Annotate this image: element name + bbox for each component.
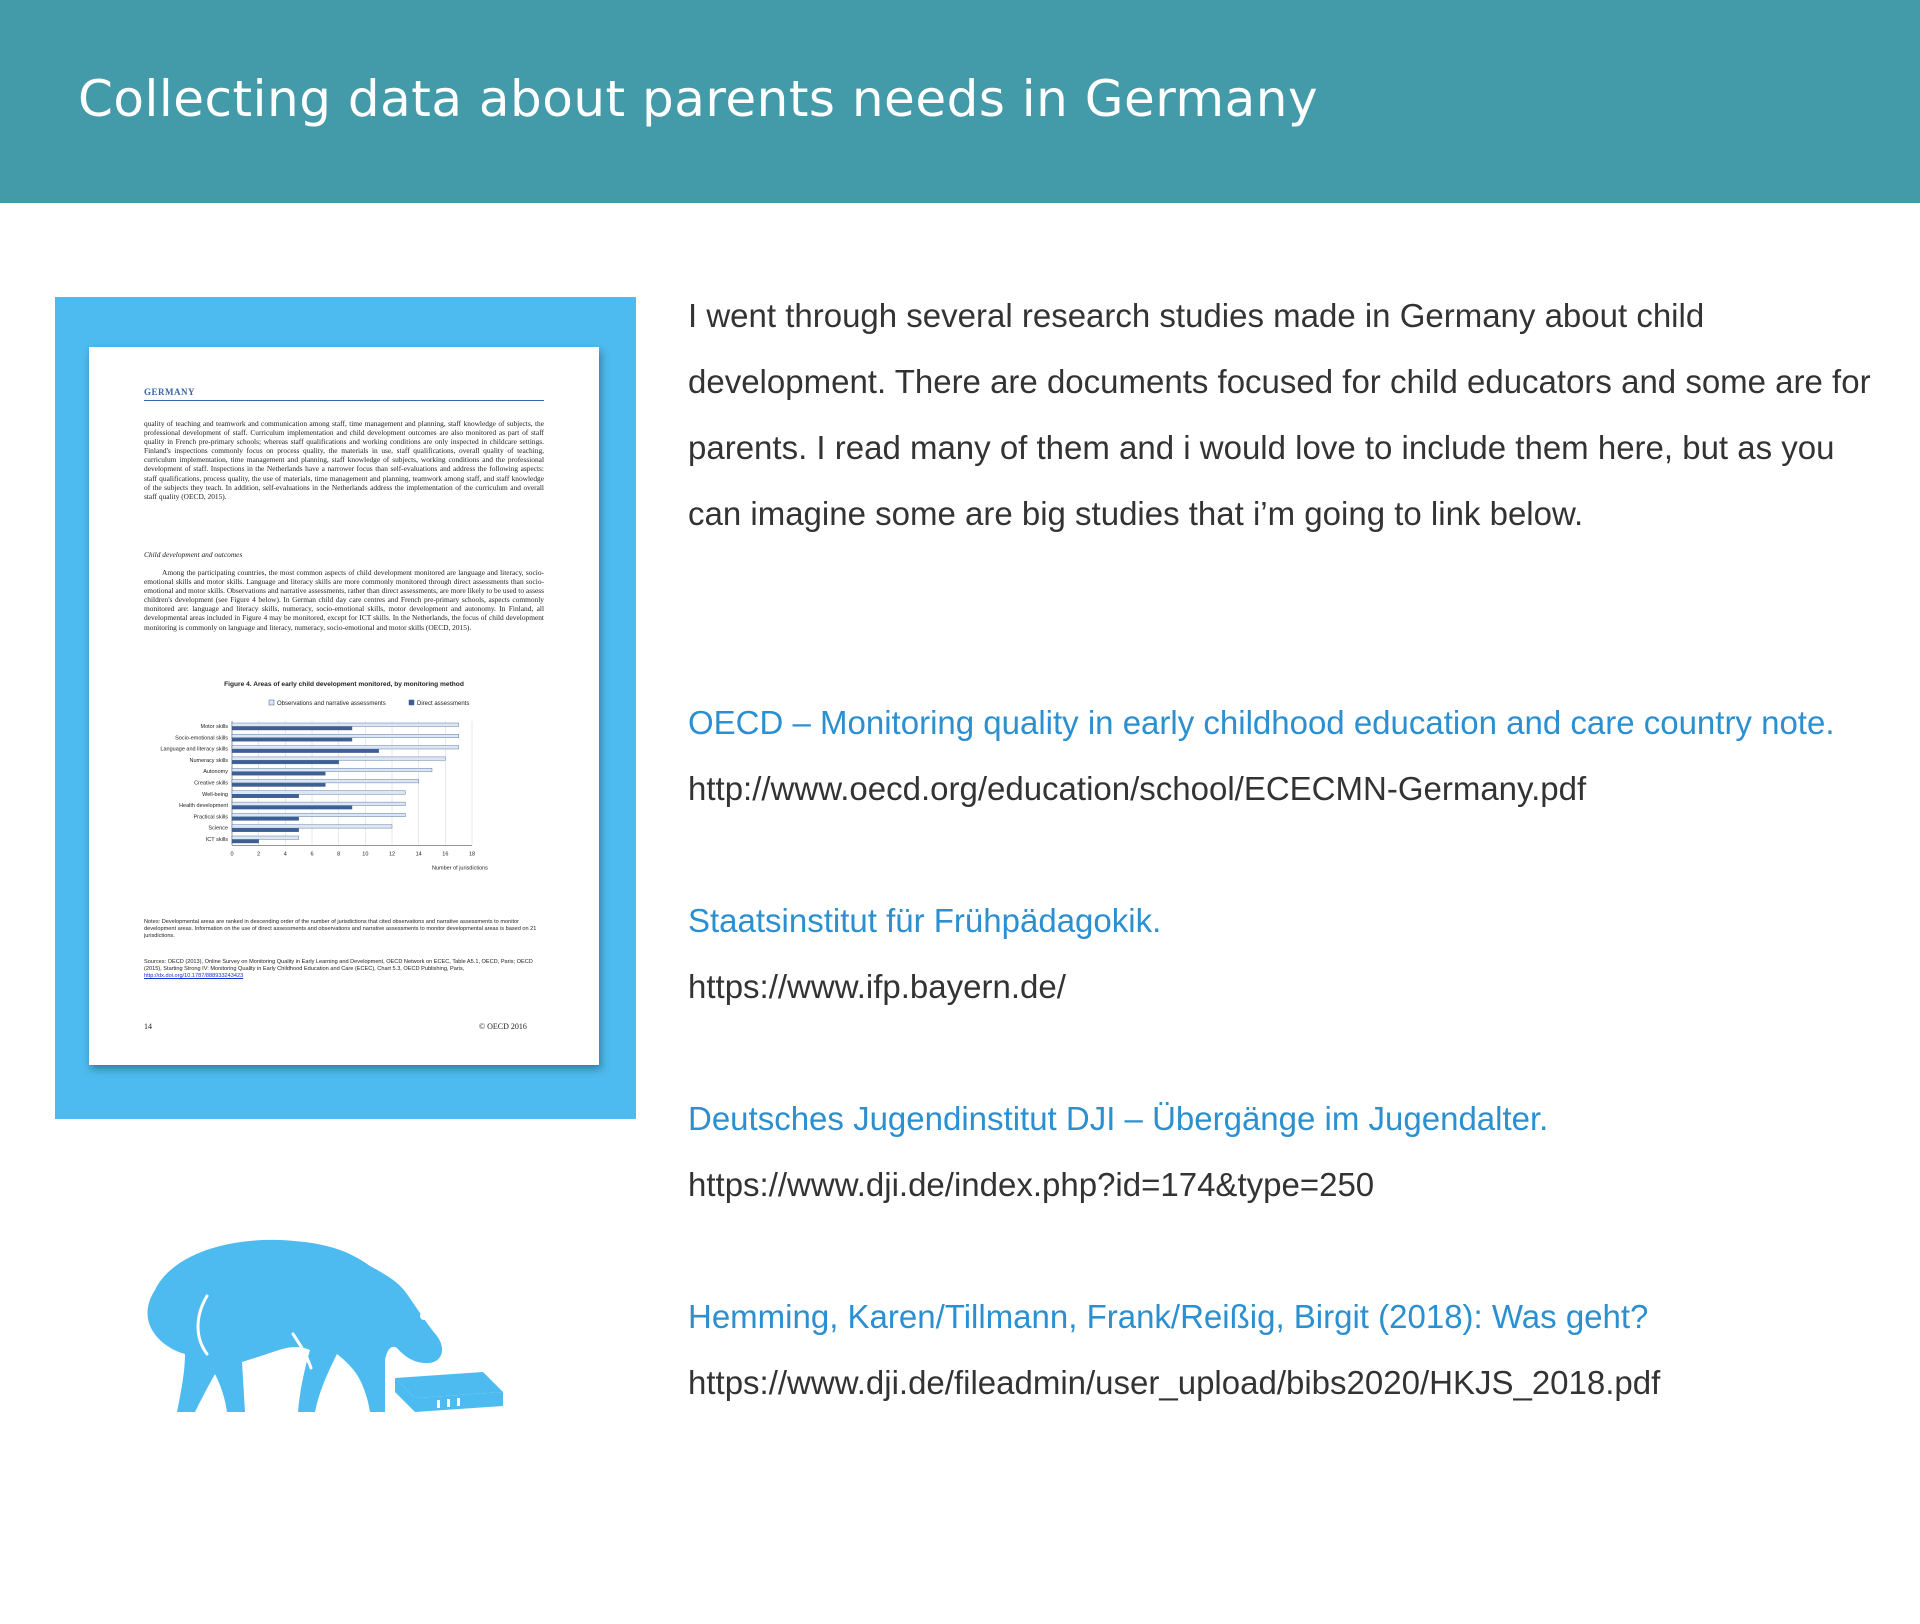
bar-1-5 bbox=[232, 783, 325, 786]
sources-link[interactable]: http://dx.doi.org/10.1787/888933243423 bbox=[144, 973, 244, 979]
figure-sources bbox=[144, 959, 544, 980]
bar-0-8 bbox=[232, 813, 405, 816]
document-preview-frame bbox=[55, 297, 636, 1119]
bar-1-1 bbox=[232, 738, 352, 741]
category-label-4: Autonomy bbox=[203, 769, 228, 776]
bar-0-3 bbox=[232, 757, 445, 760]
category-label-10: ICT skills bbox=[205, 837, 228, 843]
bear-eye-icon bbox=[420, 1312, 428, 1320]
reference-title-dji[interactable]: Deutsches Jugendinstitut DJI – Übergänge im Jugendalter. bbox=[688, 1100, 1549, 1137]
document-page bbox=[89, 347, 599, 1065]
intro-text: I went through several research studies made in Germany about child development. There are documents focused for child educators and some are for parents. I read many of them and i would love to include them here, but as you can imagine some are big studies that i’m going to link below. bbox=[688, 297, 1871, 532]
legend-swatch-1 bbox=[409, 700, 414, 705]
category-label-7: Health development bbox=[179, 803, 228, 810]
bar-0-7 bbox=[232, 802, 405, 805]
reference-title-ifp[interactable]: Staatsinstitut für Frühpädagokik. bbox=[688, 902, 1162, 939]
bar-0-4 bbox=[232, 768, 432, 771]
category-label-6: Well-being bbox=[202, 791, 228, 798]
category-label-2: Language and literacy skills bbox=[160, 746, 228, 753]
bar-1-2 bbox=[232, 749, 379, 752]
document-paragraph-2: Among the participating countries, the most common aspects of child development monitored are language and literacy, socio-emotional skills and motor skills. Language and literacy skills are more commonly monitored through direct assessments than socio-emotional and motor skills. Observations and narrative assessments, rather than direct assessments, are more likely to be used to assess children's development (see Figure 4 below). In German child day care centres and French pre-primary schools, aspects commonly monitored are: language and literacy skills, numeracy, socio-emotional skills, motor development and autonomy. In Finland, all developmental areas included in Figure 4 may be monitored, except for ICT skills. In the Netherlands, the focus of child development monitoring is commonly on language and literacy, numeracy, socio-emotional and motor skills (OECD, 2015). bbox=[144, 568, 544, 632]
bar-0-10 bbox=[232, 836, 299, 839]
x-tick-label-0: 0 bbox=[230, 851, 234, 858]
bar-0-2 bbox=[232, 746, 459, 749]
copyright: © OECD 2016 bbox=[479, 1022, 527, 1031]
reference-url-dji[interactable]: https://www.dji.de/index.php?id=174&type=250 bbox=[688, 1166, 1375, 1203]
book-icon bbox=[395, 1372, 503, 1412]
page-number: 14 bbox=[144, 1022, 152, 1031]
document-paragraph-1: quality of teaching and teamwork and communication among staff, time management and planning, staff knowledge of subjects, the professional development of staff. Curriculum implementation and child development outcomes are also monitored as part of staff quality in French pre-primary schools; whereas staff qualifications and working conditions are only inspected in childcare settings. Finland's inspections commonly focus on process quality, the materials in use, staff qualifications, overall quality of teaching, curriculum implementation, time management and planning, staff knowledge of subjects, working conditions and the professional development of staff. Inspections in the Netherlands have a narrower focus than self-evaluations and address the following aspects: staff qualifications, process quality, the use of materials, time management and planning, teamwork among staff, and staff knowledge of the subjects they teach. In addition, self-evaluations in the Netherlands address the implementation of the curriculum and overall staff quality (OECD, 2015). bbox=[144, 419, 544, 501]
bar-1-3 bbox=[232, 761, 339, 764]
polar-bear-reading-icon bbox=[115, 1220, 515, 1440]
bar-1-8 bbox=[232, 817, 299, 820]
x-tick-label-10: 10 bbox=[362, 851, 369, 858]
x-tick-label-18: 18 bbox=[468, 851, 476, 858]
sources-text: Sources: OECD (2013), Online Survey on Monitoring Quality in Early Learning and Development, OECD Network on ECEC, Table A5.1, OECD, Paris; OECD (2015), Starting Strong IV: Monitoring Quality in Early Childhood Education and Care (ECEC), Chart 5.3, OECD Publishing, Paris, bbox=[144, 959, 533, 972]
x-tick-label-6: 6 bbox=[310, 851, 314, 858]
x-tick-label-2: 2 bbox=[257, 851, 261, 858]
bar-0-5 bbox=[232, 780, 419, 783]
category-label-9: Science bbox=[208, 825, 228, 832]
figure-title: Figure 4. Areas of early child development monitored, by monitoring method bbox=[224, 681, 464, 688]
page-title: Collecting data about parents needs in Germany bbox=[78, 70, 1319, 128]
x-tick-label-16: 16 bbox=[442, 851, 449, 858]
x-tick-label-12: 12 bbox=[388, 851, 396, 858]
bar-1-7 bbox=[232, 806, 352, 809]
x-axis-label: Number of jurisdictions bbox=[432, 865, 488, 872]
page-header bbox=[0, 0, 1920, 203]
reference-url-ifp[interactable]: https://www.ifp.bayern.de/ bbox=[688, 968, 1066, 1005]
x-tick-label-4: 4 bbox=[283, 851, 287, 858]
document-country-heading: GERMANY bbox=[144, 387, 195, 397]
x-tick-label-14: 14 bbox=[415, 851, 422, 858]
legend-label-1: Direct assessments bbox=[417, 701, 470, 707]
x-tick-label-8: 8 bbox=[337, 851, 341, 858]
category-label-0: Motor skills bbox=[200, 724, 228, 730]
bar-1-6 bbox=[232, 794, 299, 797]
legend-label-0: Observations and narrative assessments bbox=[277, 701, 386, 707]
category-label-3: Numeracy skills bbox=[189, 757, 228, 764]
category-label-1: Socio-emotional skills bbox=[175, 735, 228, 742]
document-subheading: Child development and outcomes bbox=[144, 550, 243, 559]
legend-swatch-0 bbox=[269, 700, 274, 705]
bar-1-0 bbox=[232, 727, 352, 730]
bar-1-10 bbox=[232, 840, 259, 843]
figure-notes: Notes: Developmental areas are ranked in descending order of the number of jurisdictions that cited observations and narrative assessments to monitor development areas. Information on the use of direct assessments and observations and narrative assessments to monitor developmental areas is based on 21 jurisdictions. bbox=[144, 919, 537, 939]
figure-chart bbox=[144, 695, 544, 915]
bar-1-4 bbox=[232, 772, 325, 775]
category-label-5: Creative skills bbox=[194, 780, 228, 787]
bar-0-6 bbox=[232, 791, 405, 794]
bar-0-1 bbox=[232, 734, 459, 737]
reference-title-hemming[interactable]: Hemming, Karen/Tillmann, Frank/Reißig, Birgit (2018): Was geht? bbox=[688, 1298, 1649, 1335]
bar-0-9 bbox=[232, 825, 392, 828]
document-heading-rule bbox=[144, 400, 544, 401]
reference-url-oecd[interactable]: http://www.oecd.org/education/school/ECECMN-Germany.pdf bbox=[688, 770, 1587, 807]
bar-0-0 bbox=[232, 723, 459, 726]
reference-title-oecd[interactable]: OECD – Monitoring quality in early childhood education and care country note. bbox=[688, 704, 1835, 741]
reference-url-hemming[interactable]: https://www.dji.de/fileadmin/user_upload/bibs2020/HKJS_2018.pdf bbox=[688, 1364, 1661, 1401]
bar-1-9 bbox=[232, 828, 299, 831]
category-label-8: Practical skills bbox=[193, 814, 228, 821]
